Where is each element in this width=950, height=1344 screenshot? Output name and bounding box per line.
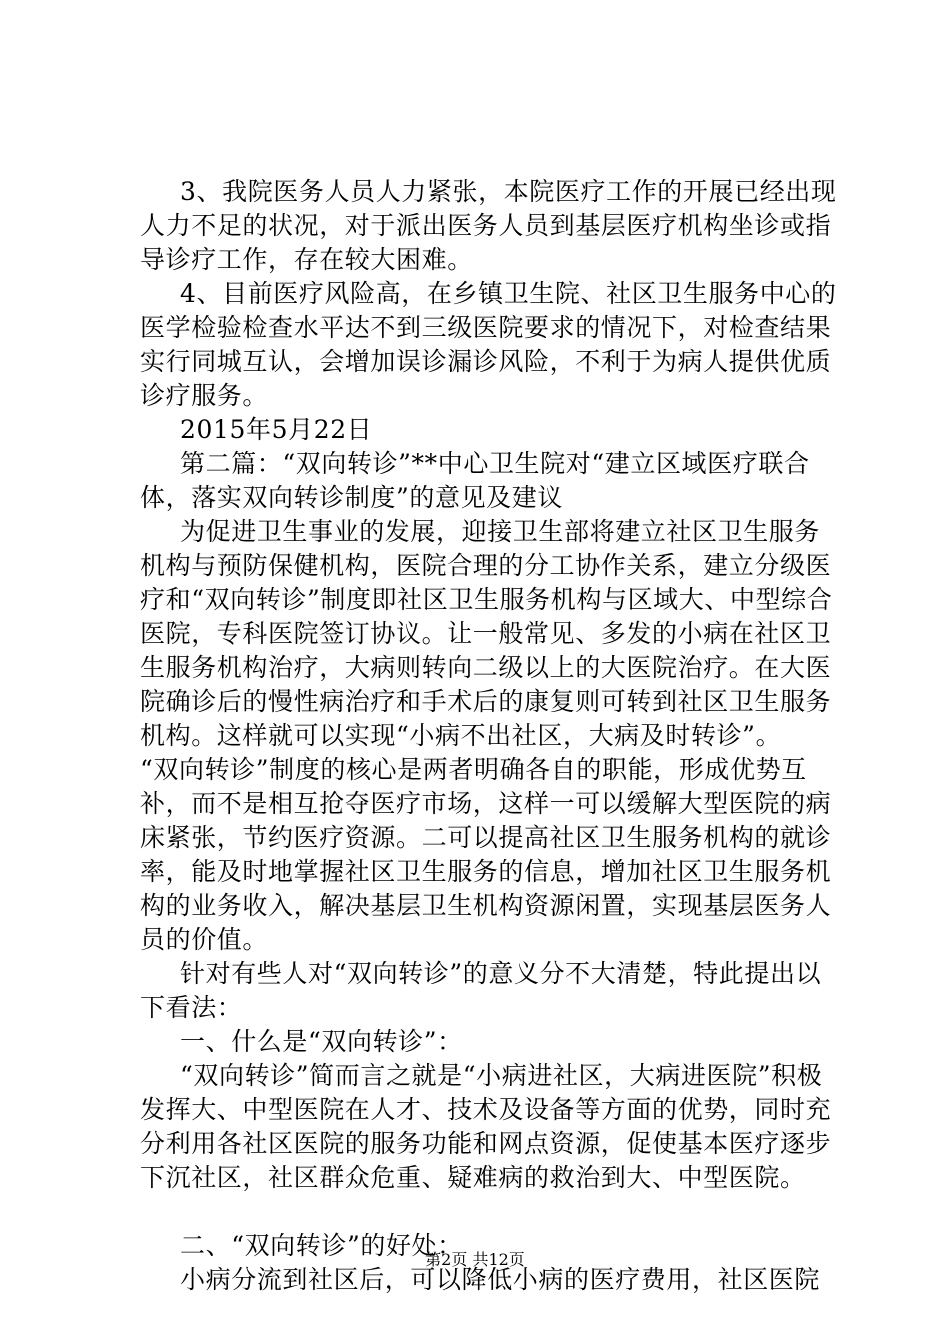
paragraph-opinion-intro: 针对有些人对“双向转诊”的意义分不大清楚，特此提出以下看法： [140, 959, 822, 1022]
document-body [140, 175, 840, 1297]
section-title-second-part: 第二篇：“双向转诊”**中心卫生院对“建立区域医疗联合体，落实双向转诊制度”的意见及建议 [140, 449, 810, 512]
paragraph-introduction: 为促进卫生事业的发展，迎接卫生部将建立社区卫生服务机构与预防保健机构，医院合理的分工协作关系，建立分级医疗和“双向转诊”制度即社区卫生服务机构与区域大、中型综合医院，专科医院签订协议。让一般常见、多发的小病在社区卫生服务机构治疗，大病则转向二级以上的大医院治疗。在大医院确诊后的慢性病治疗和手术后的康复则可转到社区卫生服务机构。这样就可以实现“小病不出社区，大病及时转诊”。 [140, 517, 833, 750]
page-number-footer: 第2页 共12页 [425, 1250, 525, 1269]
paragraph-definition: “双向转诊”简而言之就是“小病进社区，大病进医院”积极发挥大、中型医院在人才、技术及设备等方面的优势，同时充分利用各社区医院的服务功能和网点资源，促使基本医疗逐步下沉社区，社区群众危重、疑难病的救治到大、中型医院。 [140, 1061, 832, 1192]
heading-what-is-referral: 一、什么是“双向转诊”： [180, 1027, 463, 1056]
paragraph-staff-shortage: 3、我院医务人员人力紧张，本院医疗工作的开展已经出现人力不足的状况，对于派出医务人员到基层医疗机构坐诊或指导诊疗工作，存在较大困难。 [140, 177, 837, 274]
document-date: 2015年5月22日 [180, 415, 373, 444]
heading-benefits: 二、“双向转诊”的好处： [180, 1231, 463, 1260]
paragraph-core-of-system: “双向转诊”制度的核心是两者明确各自的职能，形成优势互补，而不是相互抢夺医疗市场，这样一可以缓解大型医院的病床紧张，节约医疗资源。二可以提高社区卫生服务机构的就诊率，能及时地掌握社区卫生服务的信息，增加社区卫生服务机构的业务收入，解决基层卫生机构资源闲置，实现基层医务人员的价值。 [140, 755, 832, 954]
paragraph-medical-risk: 4、目前医疗风险高，在乡镇卫生院、社区卫生服务中心的医学检验检查水平达不到三级医院要求的情况下，对检查结果实行同城互认，会增加误诊漏诊风险，不利于为病人提供优质诊疗服务。 [140, 279, 837, 410]
paragraph-benefits-start: 小病分流到社区后，可以降低小病的医疗费用，社区医院 [180, 1265, 821, 1294]
